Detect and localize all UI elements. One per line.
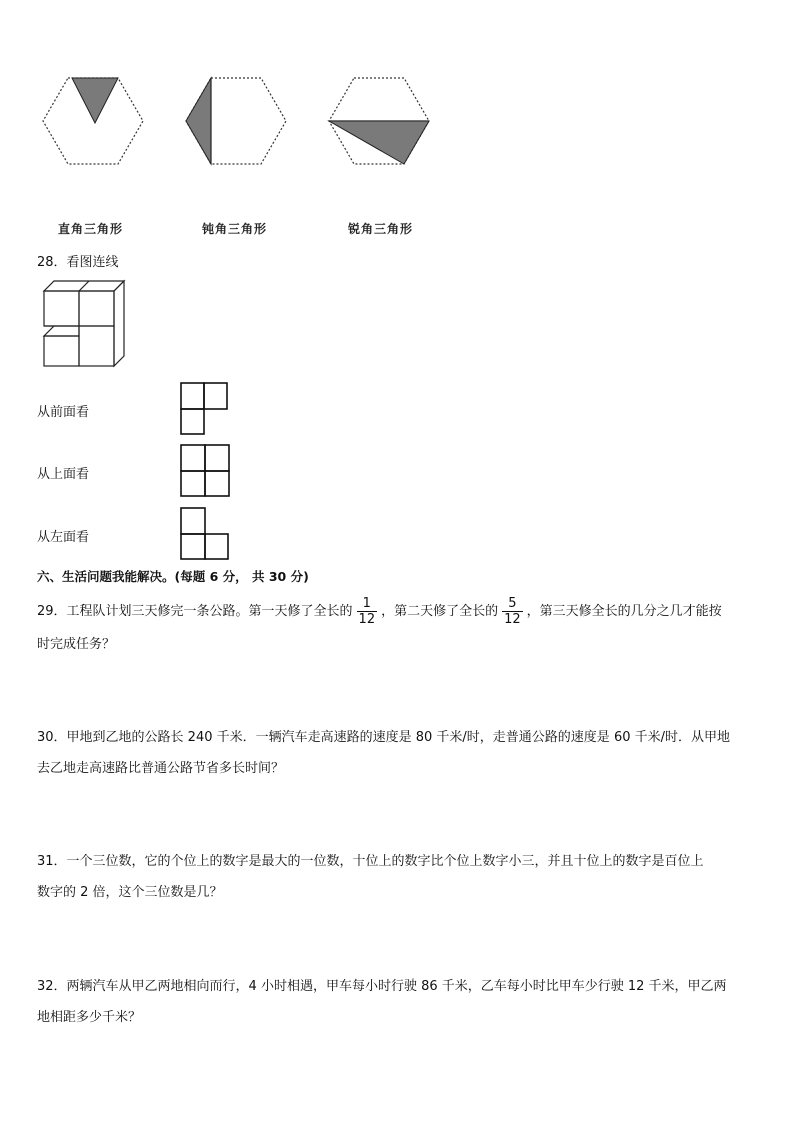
- fraction-numerator: 1: [357, 596, 378, 612]
- question-31-line1: 31．一个三位数，它的个位上的数字是最大的一位数，十位上的数字比个位上数字小三，并且十位上的数字是百位上: [37, 854, 704, 869]
- hexagon-right-triangle-figure: [40, 75, 146, 167]
- hexagon-acute-triangle-figure: [326, 75, 432, 167]
- question-28-title: 28．看图连线: [37, 255, 119, 270]
- view-shape-c: [179, 506, 231, 562]
- question-29-part3: ，第三天修全长的几分之几才能按: [526, 603, 722, 619]
- view-shape-a: [179, 381, 231, 437]
- question-32-line1: 32．两辆汽车从甲乙两地相向而行，4 小时相遇，甲车每小时行驶 86 千米，乙车每小时比甲车少行驶 12 千米，甲乙两: [37, 979, 727, 994]
- view-label-top: 从上面看: [37, 467, 90, 482]
- question-29-line1: [37, 593, 722, 629]
- hexagon-obtuse-triangle-figure: [183, 75, 289, 167]
- section-6-title: 六、生活问题我能解决。(每题 6 分， 共 30 分): [37, 569, 309, 584]
- question-29-part1: 29．工程队计划三天修完一条公路。第一天修了全长的: [37, 603, 353, 619]
- hexagon-label: 直角三角形: [58, 222, 124, 236]
- question-31-line2: 数字的 2 倍，这个三位数是几？: [37, 885, 223, 900]
- question-29-line2: 时完成任务？: [37, 637, 116, 652]
- question-30-line2: 去乙地走高速路比普通公路节省多长时间？: [37, 761, 285, 776]
- fraction-denominator: 12: [504, 611, 521, 627]
- hexagon-label: 锐角三角形: [348, 222, 414, 236]
- question-30-line1: 30．甲地到乙地的公路长 240 千米．一辆汽车走高速路的速度是 80 千米/时，走普通公路的速度是 60 千米/时．从甲地: [37, 730, 730, 745]
- question-29-part2: ，第二天修了全长的: [381, 603, 499, 619]
- hexagon-label: 钝角三角形: [202, 222, 268, 236]
- view-label-left: 从左面看: [37, 530, 90, 545]
- view-label-front: 从前面看: [37, 405, 90, 420]
- view-shape-b: [179, 443, 233, 499]
- fraction-denominator: 12: [358, 611, 376, 627]
- fraction-1-12: [357, 596, 378, 627]
- fraction-numerator: 5: [502, 596, 523, 612]
- cube-stack-figure: [40, 278, 132, 370]
- fraction-5-12: [502, 596, 523, 627]
- question-32-line2: 地相距多少千米？: [37, 1010, 142, 1025]
